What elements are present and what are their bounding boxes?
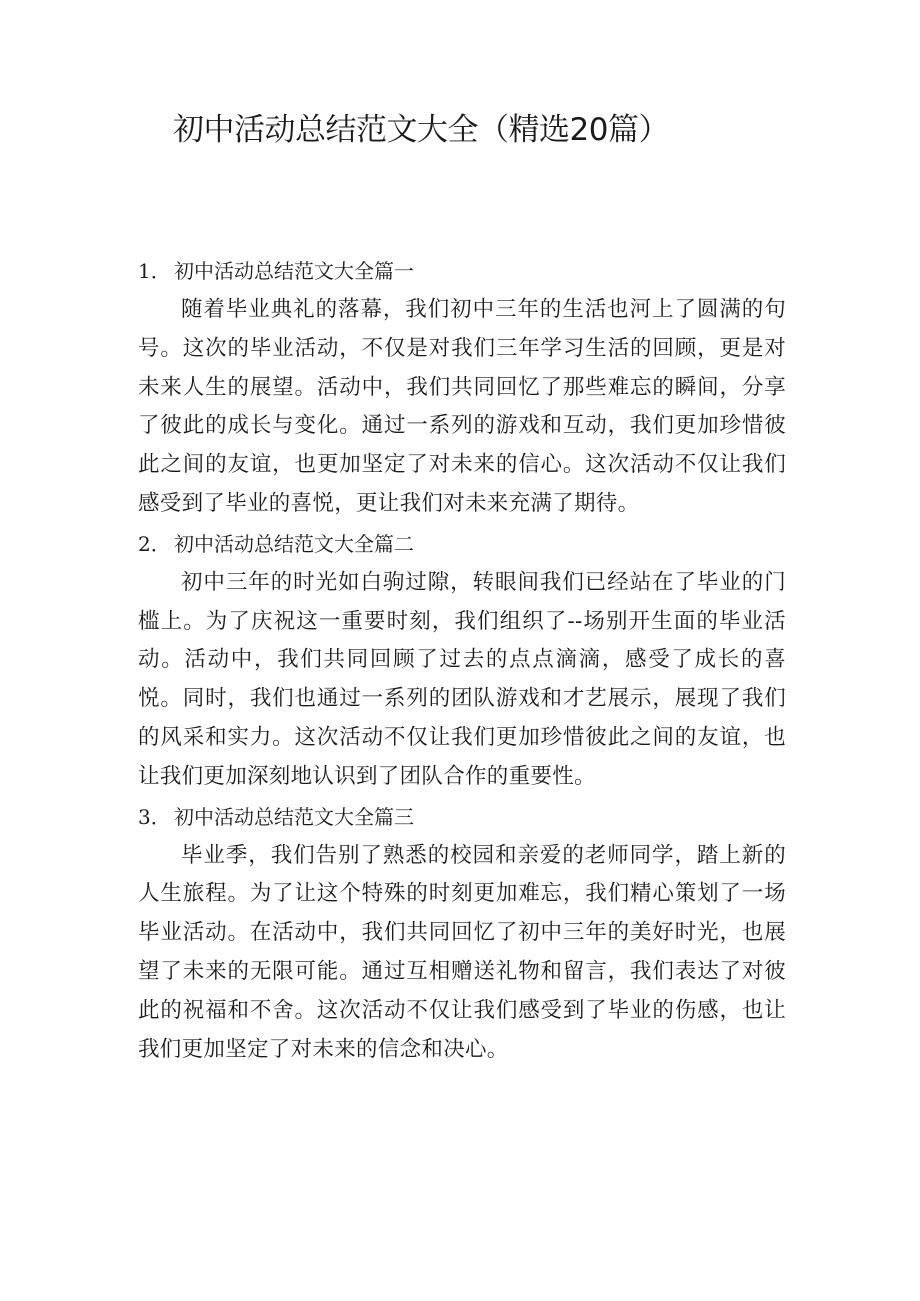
section-heading-text: 初中活动总结范文大全篇三 [174,804,414,829]
section-paragraph: 随着毕业典礼的落幕，我们初中三年的生活也河上了圆满的句号。这次的毕业活动，不仅是对我们三年学习生活的回顾，更是对未来人生的展望。活动中，我们共同回忆了那些难忘的瞬间，分享了彼此的成长与变化。通过一系列的游戏和互动，我们更加珍惜彼此之间的友谊，也更加坚定了对未来的信心。这次活动不仅让我们感受到了毕业的喜悦，更让我们对未来充满了期待。 [138,297,786,516]
section [138,797,786,1070]
section-paragraph: 初中三年的时光如白驹过隙，转眼间我们已经站在了毕业的门槛上。为了庆祝这一重要时刻，我们组织了--场别开生面的毕业活动。活动中，我们共同回顾了过去的点点滴滴，感受了成长的喜悦。同时，我们也通过一系列的团队游戏和才艺展示，展现了我们的风采和实力。这次活动不仅让我们更加珍惜彼此之间的友谊，也让我们更加深刻地认识到了团队合作的重要性。 [138,569,786,789]
section-heading [138,251,786,291]
section [138,524,786,797]
section-heading-text: 初中活动总结范文大全篇一 [174,259,414,283]
document-title: 初中活动总结范文大全（精选20篇） [173,112,669,148]
section-number: 1． [138,259,171,283]
section-heading [138,524,786,564]
section [138,251,786,524]
document-body [138,251,786,1069]
section-paragraph: 毕业季，我们告别了熟悉的校园和亲爱的老师同学，踏上新的人生旅程。为了让这个特殊的时刻更加难忘，我们精心策划了一场毕业活动。在活动中，我们共同回忆了初中三年的美好时光，也展望了未来的无限可能。通过互相赠送礼物和留言，我们表达了对彼此的祝福和不舍。这次活动不仅让我们感受到了毕业的伤感，也让我们更加坚定了对未来的信念和决心。 [138,842,786,1062]
section-number: 2． [138,531,171,556]
section-heading-text: 初中活动总结范文大全篇二 [174,531,414,556]
section-number: 3． [138,804,171,829]
section-heading [138,797,786,837]
